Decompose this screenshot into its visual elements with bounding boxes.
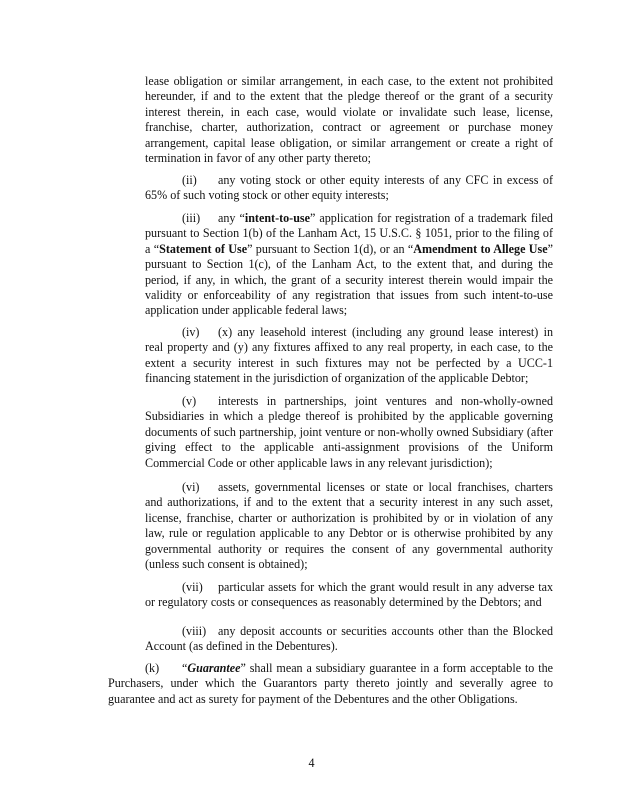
- clause-vii-number: (vii): [182, 580, 203, 594]
- clause-viii: [145, 624, 553, 655]
- definition-k-number: (k): [145, 661, 160, 675]
- clause-iii-text-4: ” pursuant to Section 1(c), of the Lanham Act, to the extent that, and during the period, if any, in which, the grant of a security interest therein would impair the validity or enforceability of any registration that issues from such intent-to-use application under applicable federal laws;: [145, 241, 553, 318]
- clause-vii: [145, 580, 553, 611]
- term-statement-of-use: Statement of Use: [159, 241, 248, 256]
- clause-iii-text-3: ” pursuant to Section 1(d), or an “: [247, 241, 414, 256]
- definition-k-open-quote: “: [182, 661, 188, 675]
- clause-iv-text: (x) any leasehold interest (including any ground lease interest) in real property and (y) any fixtures affixed to any real property, in each case, to the extent a security interest in such fixtures may not be perfected by a UCC-1 financing statement in the jurisdiction of organization of the applicable Debtor;: [145, 325, 553, 386]
- clause-iii-text-1: any “: [218, 211, 245, 225]
- clause-vi-text: assets, governmental licenses or state or local franchises, charters and authorizations, if and to the extent that a security interest in any such asset, license, franchise, charter or authorization is prohibited by or in violation of any law, rule or regulation applicable to any Debtor or is otherwise prohibited by any governmental authority or requires the consent of any governmental authority (unless such consent is obtained);: [145, 480, 553, 572]
- clause-viii-text: any deposit accounts or securities accounts other than the Blocked Account (as defined in the Debentures).: [145, 624, 553, 654]
- clause-ii-number: (ii): [182, 173, 197, 187]
- clause-iii-number: (iii): [182, 211, 201, 225]
- clause-ii-text: any voting stock or other equity interests of any CFC in excess of 65% of such voting stock or other equity interests;: [145, 173, 553, 203]
- continuation-paragraph: [145, 74, 553, 166]
- clause-vii-text: particular assets for which the grant would result in any adverse tax or regulatory costs or consequences as reasonably determined by the Debtors; and: [145, 580, 553, 610]
- clause-iv: [145, 325, 553, 387]
- clause-iii: [145, 211, 553, 319]
- clause-iii-text-2: ” application for registration of a trademark filed pursuant to Section 1(b) of the Lanham Act, 15 U.S.C. § 1051, prior to the filing of a “: [145, 211, 553, 256]
- clause-v: [145, 394, 553, 471]
- definition-k: [108, 661, 553, 707]
- continuation-text: lease obligation or similar arrangement, in each case, to the extent not prohibited hereunder, if and to the extent that the pledge thereof or the grant of a security interest therein, in each case, would violate or invalidate such lease, license, franchise, charter, authorization, contract or agreement or purchase money arrangement, capital lease obligation, or similar arrangement or create a right of termination in favor of any other party thereto;: [145, 74, 553, 166]
- term-amendment-to-allege-use: Amendment to Allege Use: [413, 241, 548, 256]
- clause-ii: [145, 173, 553, 204]
- clause-vi: [145, 480, 553, 572]
- clause-v-number: (v): [182, 394, 197, 408]
- term-guarantee: Guarantee: [187, 661, 241, 675]
- clause-vi-number: (vi): [182, 480, 200, 494]
- definition-k-text: ” shall mean a subsidiary guarantee in a form acceptable to the Purchasers, under which the Guarantors party thereto jointly and severally agree to guarantee and act as surety for payment of the Debentures and the other Obligations.: [108, 661, 553, 706]
- page-number: 4: [308, 756, 315, 770]
- clause-viii-number: (viii): [182, 624, 207, 638]
- clause-iv-number: (iv): [182, 325, 200, 339]
- clause-v-text: interests in partnerships, joint ventures and non-wholly-owned Subsidiaries in which a pledge thereof is prohibited by the applicable governing documents of such partnership, joint venture or non-wholly owned Subsidiary (after giving effect to the applicable anti-assignment provisions of the Uniform Commercial Code or other applicable laws in any relevant jurisdiction);: [145, 394, 553, 470]
- term-intent-to-use: intent-to-use: [244, 211, 311, 225]
